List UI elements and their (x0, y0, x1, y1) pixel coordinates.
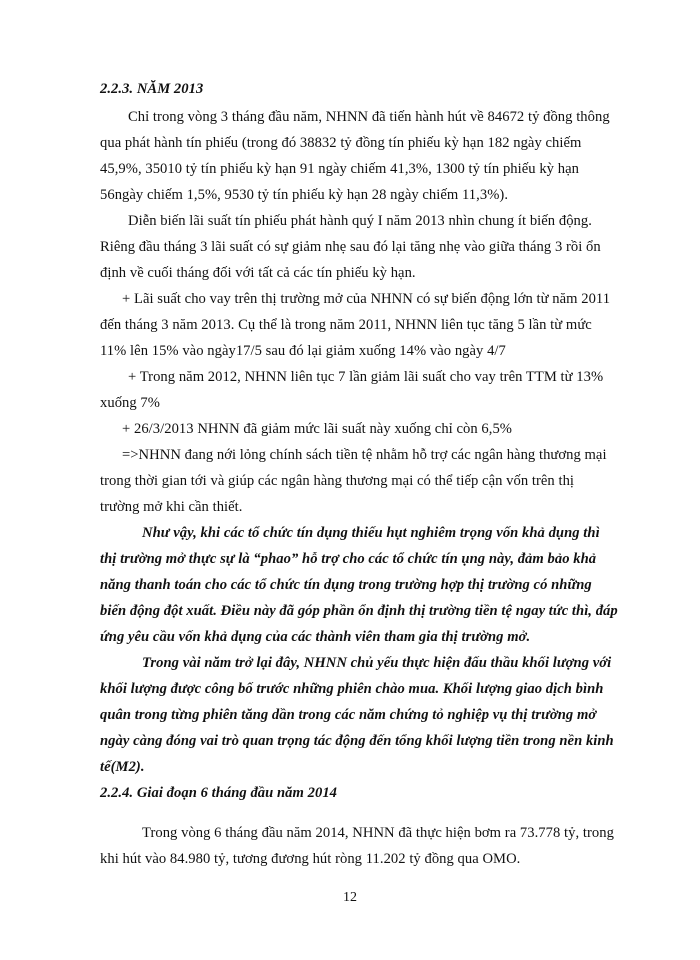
text-line: + 26/3/2013 NHNN đã giảm mức lãi suất này xuống chỉ còn 6,5% (122, 421, 512, 437)
text-line: + Trong năm 2012, NHNN liên tục 7 lần giảm lãi suất cho vay trên TTM từ 13% (128, 369, 604, 385)
text-line: Riêng đầu tháng 3 lãi suất có sự giảm nhẹ sau đó lại tăng nhẹ vào giữa tháng 3 rồi ổn (100, 239, 601, 255)
text-line: 11% lên 15% vào ngày17/5 sau đó lại giảm xuống 14% vào ngày 4/7 (100, 343, 506, 359)
text-line: ứng yêu cầu vốn khả dụng của các thành viên tham gia thị trường mở. (100, 629, 531, 645)
text-line: + Lãi suất cho vay trên thị trường mở của NHNN có sự biến động lớn từ năm 2011 (122, 291, 611, 307)
text-line: =>NHNN đang nới lỏng chính sách tiền tệ nhằm hỗ trợ các ngân hàng thương mại (122, 447, 607, 463)
text-line: 56ngày chiếm 1,5%, 9530 tỷ tín phiếu kỳ hạn 28 ngày chiếm 11,3%). (100, 187, 509, 203)
text-line: biến động đột xuất. Điều này đã góp phần ổn định thị trường tiền tệ ngay tức thì, đáp (100, 603, 618, 619)
section-heading-2013: 2.2.3. NĂM 2013 (100, 81, 204, 97)
text-line: Trong vài năm trở lại đây, NHNN chủ yếu thực hiện đấu thầu khối lượng với (142, 655, 612, 671)
text-line: khối lượng được công bố trước những phiên chào mua. Khối lượng giao dịch bình (100, 681, 604, 697)
text-line: đến tháng 3 năm 2013. Cụ thể là trong năm 2011, NHNN liên tục tăng 5 lần từ mức (100, 317, 592, 333)
text-line: thị trường mở thực sự là “phao” hỗ trợ cho các tổ chức tín ụng này, đảm bảo khả (100, 551, 597, 567)
text-line: năng thanh toán cho các tổ chức tín dụng trong trường hợp thị trường có những (100, 577, 592, 593)
text-line: trong thời gian tới và giúp các ngân hàng thương mại có thể tiếp cận vốn trên thị (100, 473, 575, 489)
text-line: khi hút vào 84.980 tỷ, tương đương hút ròng 11.202 tỷ đồng qua OMO. (100, 851, 521, 867)
page-number: 12 (343, 890, 357, 905)
text-line: qua phát hành tín phiếu (trong đó 38832 tỷ đồng tín phiếu kỳ hạn 182 ngày chiếm (100, 135, 582, 151)
text-line: tế(M2). (100, 759, 145, 775)
text-line: định về cuối tháng đối với tất cả các tín phiếu kỳ hạn. (100, 265, 416, 281)
text-line: 45,9%, 35010 tỷ tín phiếu kỳ hạn 91 ngày chiếm 41,3%, 1300 tỷ tín phiếu kỳ hạn (100, 161, 579, 177)
text-line: Diễn biến lãi suất tín phiếu phát hành quý I năm 2013 nhìn chung ít biến động. (128, 213, 592, 229)
text-line: trường mở khi cần thiết. (100, 499, 243, 515)
section-heading-2014: 2.2.4. Giai đoạn 6 tháng đầu năm 2014 (100, 785, 338, 801)
text-line: quân trong từng phiên tăng dần trong các năm chứng tỏ nghiệp vụ thị trường mở (100, 707, 597, 723)
text-line: Trong vòng 6 tháng đầu năm 2014, NHNN đã thực hiện bơm ra 73.778 tỷ, trong (142, 825, 614, 841)
text-line: Như vậy, khi các tổ chức tín dụng thiếu hụt nghiêm trọng vốn khả dụng thì (142, 525, 600, 541)
text-line: ngày càng đóng vai trò quan trọng tác động đến tổng khối lượng tiền trong nền kinh (100, 733, 614, 749)
text-line: Chỉ trong vòng 3 tháng đầu năm, NHNN đã tiến hành hút về 84672 tỷ đồng thông (128, 109, 610, 125)
text-line: xuống 7% (100, 395, 160, 411)
